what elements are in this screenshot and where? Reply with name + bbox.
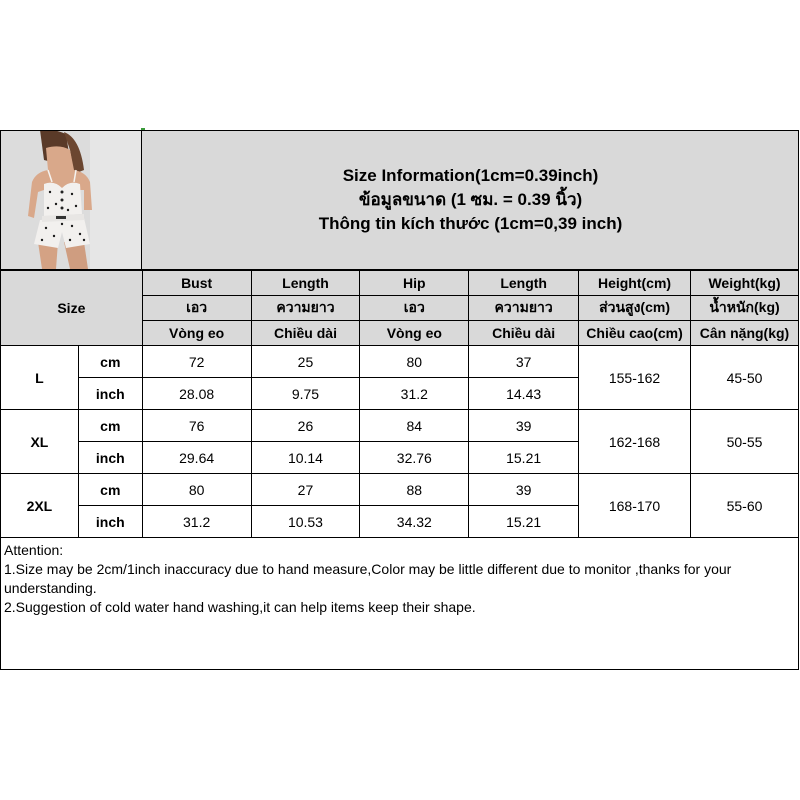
hip-inch: 34.32 bbox=[360, 506, 469, 538]
unit-cell: cm bbox=[78, 474, 142, 506]
col-hip-th: เอว bbox=[360, 296, 469, 321]
unit-cell: inch bbox=[78, 442, 142, 474]
col-hip-en: Hip bbox=[360, 271, 469, 296]
col-hip-vi: Vòng eo bbox=[360, 321, 469, 346]
hip-cm: 80 bbox=[360, 346, 469, 378]
col-length2-vi: Chiều dài bbox=[469, 321, 579, 346]
col-height-en: Height(cm) bbox=[579, 271, 691, 296]
bust-inch: 29.64 bbox=[142, 442, 251, 474]
length-inch: 10.53 bbox=[251, 506, 360, 538]
table-row bbox=[1, 346, 799, 378]
title-thai: ข้อมูลขนาด (1 ซม. = 0.39 นิ้ว) bbox=[358, 189, 583, 209]
weight-cell: 45-50 bbox=[691, 346, 799, 410]
col-weight-en: Weight(kg) bbox=[691, 271, 799, 296]
size-cell: L bbox=[1, 346, 79, 410]
col-height-th: ส่วนสูง(cm) bbox=[579, 296, 691, 321]
attention-note-2: 2.Suggestion of cold water hand washing,it can help items keep their shape. bbox=[4, 599, 476, 615]
size-table bbox=[0, 270, 799, 538]
length2-cm: 39 bbox=[469, 410, 579, 442]
length-inch: 10.14 bbox=[251, 442, 360, 474]
size-header: Size bbox=[1, 271, 143, 346]
size-cell: 2XL bbox=[1, 474, 79, 538]
length2-cm: 39 bbox=[469, 474, 579, 506]
product-photo bbox=[0, 130, 142, 270]
length2-inch: 15.21 bbox=[469, 442, 579, 474]
height-cell: 155-162 bbox=[579, 346, 691, 410]
length2-inch: 15.21 bbox=[469, 506, 579, 538]
length2-cm: 37 bbox=[469, 346, 579, 378]
attention-heading: Attention: bbox=[4, 542, 64, 558]
weight-cell: 55-60 bbox=[691, 474, 799, 538]
height-cell: 162-168 bbox=[579, 410, 691, 474]
col-bust-th: เอว bbox=[142, 296, 251, 321]
bust-cm: 80 bbox=[142, 474, 251, 506]
bust-inch: 28.08 bbox=[142, 378, 251, 410]
col-height-vi: Chiều cao(cm) bbox=[579, 321, 691, 346]
col-weight-th: น้ำหนัก(kg) bbox=[691, 296, 799, 321]
length-cm: 27 bbox=[251, 474, 360, 506]
height-cell: 168-170 bbox=[579, 474, 691, 538]
hip-cm: 88 bbox=[360, 474, 469, 506]
header-row-english bbox=[1, 271, 799, 296]
size-information-title bbox=[142, 130, 799, 270]
size-cell: XL bbox=[1, 410, 79, 474]
table-row bbox=[1, 410, 799, 442]
length-inch: 9.75 bbox=[251, 378, 360, 410]
unit-cell: inch bbox=[78, 378, 142, 410]
col-length2-th: ความยาว bbox=[469, 296, 579, 321]
attention-note-1: 1.Size may be 2cm/1inch inaccuracy due to hand measure,Color may be little different due to monitor ,thanks for your understanding. bbox=[4, 561, 732, 596]
bust-inch: 31.2 bbox=[142, 506, 251, 538]
col-bust-vi: Vòng eo bbox=[142, 321, 251, 346]
size-chart bbox=[0, 130, 799, 670]
unit-cell: cm bbox=[78, 410, 142, 442]
unit-cell: cm bbox=[78, 346, 142, 378]
title-vietnamese: Thông tin kích thước (1cm=0,39 inch) bbox=[318, 213, 623, 233]
col-length-en: Length bbox=[251, 271, 360, 296]
bust-cm: 76 bbox=[142, 410, 251, 442]
hip-inch: 31.2 bbox=[360, 378, 469, 410]
length-cm: 25 bbox=[251, 346, 360, 378]
hip-inch: 32.76 bbox=[360, 442, 469, 474]
col-length-th: ความยาว bbox=[251, 296, 360, 321]
attention-notes bbox=[0, 540, 799, 670]
col-bust-en: Bust bbox=[142, 271, 251, 296]
weight-cell: 50-55 bbox=[691, 410, 799, 474]
title-english: Size Information(1cm=0.39inch) bbox=[342, 165, 599, 185]
table-row bbox=[1, 474, 799, 506]
bust-cm: 72 bbox=[142, 346, 251, 378]
col-weight-vi: Cân nặng(kg) bbox=[691, 321, 799, 346]
length-cm: 26 bbox=[251, 410, 360, 442]
col-length-vi: Chiều dài bbox=[251, 321, 360, 346]
unit-cell: inch bbox=[78, 506, 142, 538]
hip-cm: 84 bbox=[360, 410, 469, 442]
model-image-icon bbox=[0, 130, 141, 269]
col-length2-en: Length bbox=[469, 271, 579, 296]
length2-inch: 14.43 bbox=[469, 378, 579, 410]
